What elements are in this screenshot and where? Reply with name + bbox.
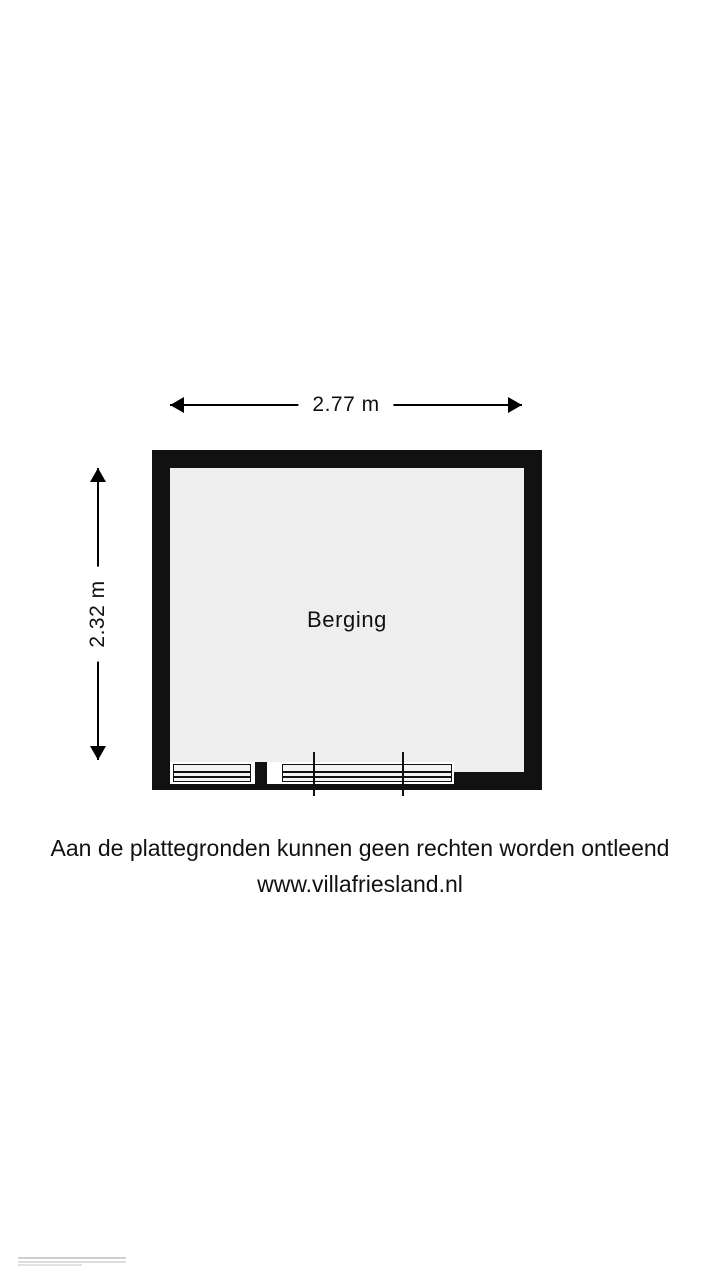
- room-label: Berging: [306, 607, 388, 632]
- door-guide-line-right: [402, 752, 404, 796]
- door-jamb: [255, 762, 267, 784]
- dimension-width: [170, 388, 522, 422]
- room-berging: [152, 450, 542, 790]
- dimension-width-arrow-right-icon: [508, 397, 522, 413]
- door-guide-line-left: [313, 752, 315, 796]
- dimension-width-arrow-left-icon: [170, 397, 184, 413]
- decorative-strip-line-1: [18, 1257, 126, 1259]
- sliding-door-panel-right: [282, 764, 452, 782]
- dimension-height-arrow-up-icon: [90, 468, 106, 482]
- dimension-height-label: 2.32 m: [83, 566, 113, 661]
- dimension-height-arrow-down-icon: [90, 746, 106, 760]
- decorative-strip-line-2: [18, 1261, 126, 1263]
- door-opening: [170, 762, 454, 784]
- footer: [0, 832, 720, 900]
- sliding-door-panel-left: [173, 764, 251, 782]
- dimension-height: [80, 468, 116, 760]
- dimension-width-label: 2.77 m: [298, 388, 393, 422]
- website-text: www.villafriesland.nl: [257, 871, 463, 897]
- decorative-strip: [18, 1257, 126, 1266]
- disclaimer-text: Aan de plattegronden kunnen geen rechten worden ontleend: [50, 835, 670, 861]
- decorative-strip-line-3: [18, 1264, 82, 1266]
